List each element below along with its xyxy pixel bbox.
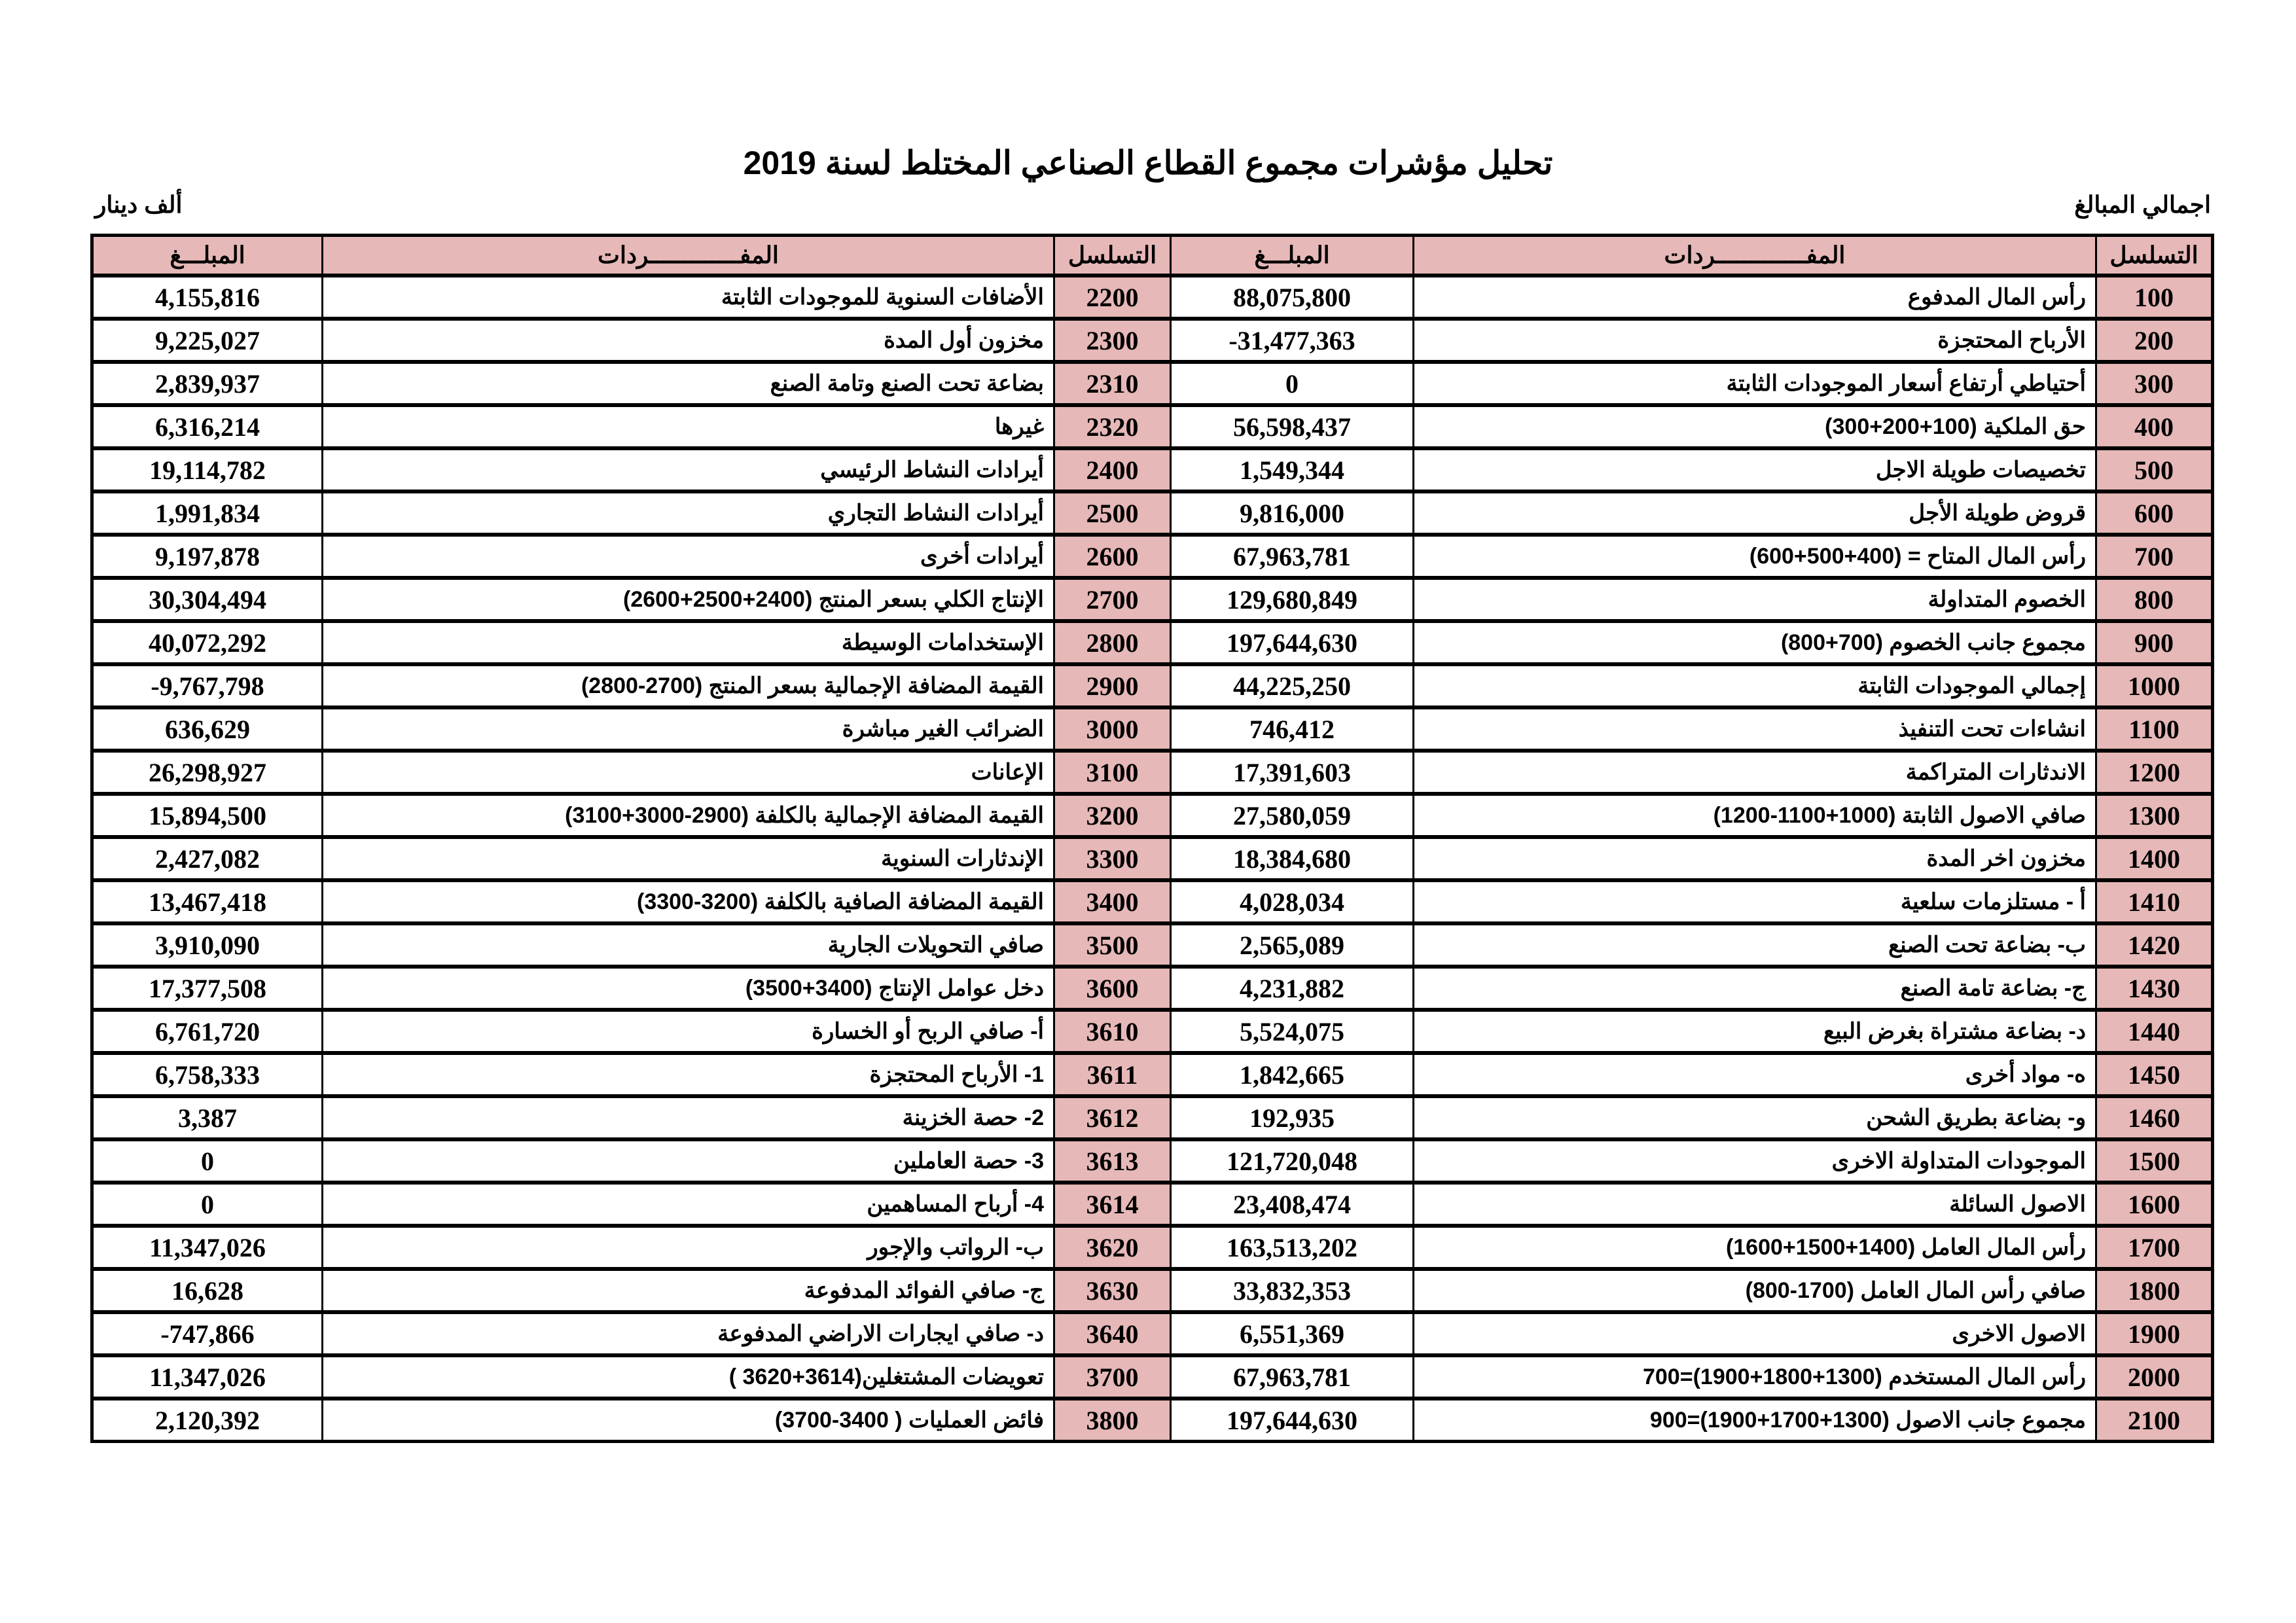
left-item-cell: مخزون أول المدة [323, 319, 1054, 362]
right-item-cell: صافي الاصول الثابتة (1000+1100-1200) [1414, 794, 2096, 837]
unit-label: ألف دينار [95, 191, 183, 218]
header-row [92, 236, 2213, 276]
header-item-right: المفـــــــــــــردات [1414, 236, 2096, 276]
left-seq-cell: 3614 [1054, 1183, 1171, 1226]
table-row [92, 362, 2213, 405]
table-row [92, 794, 2213, 837]
right-item-cell: انشاءات تحت التنفيذ [1414, 707, 2096, 751]
right-seq-cell: 900 [2096, 621, 2213, 664]
left-amount-cell: 17,377,508 [92, 967, 323, 1010]
right-amount-cell: 163,513,202 [1171, 1226, 1414, 1269]
left-seq-cell: 3600 [1054, 967, 1171, 1010]
left-amount-cell: 0 [92, 1183, 323, 1226]
right-seq-cell: 2000 [2096, 1355, 2213, 1399]
left-item-cell: ب- الرواتب والإجور [323, 1226, 1054, 1269]
right-seq-cell: 300 [2096, 362, 2213, 405]
left-seq-cell: 3620 [1054, 1226, 1171, 1269]
page-title: تحليل مؤشرات مجموع القطاع الصناعي المختلط لسنة 2019 [743, 145, 1553, 181]
left-seq-cell: 2200 [1054, 276, 1171, 319]
left-seq-cell: 3610 [1054, 1010, 1171, 1053]
left-item-cell: أيرادات النشاط الرئيسي [323, 448, 1054, 491]
right-amount-cell: 197,644,630 [1171, 1399, 1414, 1442]
right-amount-cell: 23,408,474 [1171, 1183, 1414, 1226]
right-seq-cell: 1460 [2096, 1096, 2213, 1139]
left-item-cell: صافي التحويلات الجارية [323, 923, 1054, 967]
table-row [92, 664, 2213, 707]
right-item-cell: رأس المال العامل (1400+1500+1600) [1414, 1226, 2096, 1269]
right-seq-cell: 1000 [2096, 664, 2213, 707]
left-amount-cell: 11,347,026 [92, 1226, 323, 1269]
left-seq-cell: 2500 [1054, 491, 1171, 535]
right-amount-cell: 746,412 [1171, 707, 1414, 751]
right-item-cell: الأرباح المحتجزة [1414, 319, 2096, 362]
right-seq-cell: 700 [2096, 535, 2213, 578]
right-item-cell: ج- بضاعة تامة الصنع [1414, 967, 2096, 1010]
right-seq-cell: 1500 [2096, 1139, 2213, 1183]
right-item-cell: ب- بضاعة تحت الصنع [1414, 923, 2096, 967]
table-row [92, 535, 2213, 578]
right-amount-cell: 17,391,603 [1171, 751, 1414, 794]
left-seq-cell: 3700 [1054, 1355, 1171, 1399]
right-item-cell: و- بضاعة بطريق الشحن [1414, 1096, 2096, 1139]
left-seq-cell: 2320 [1054, 405, 1171, 448]
left-seq-cell: 2400 [1054, 448, 1171, 491]
right-amount-cell: 88,075,800 [1171, 276, 1414, 319]
right-item-cell: رأس المال المستخدم (1300+1800+1900)=700 [1414, 1355, 2096, 1399]
table-row [92, 707, 2213, 751]
left-amount-cell: 13,467,418 [92, 880, 323, 923]
table-row [92, 578, 2213, 621]
right-item-cell: الاصول الاخرى [1414, 1312, 2096, 1355]
table-row [92, 1010, 2213, 1053]
table-row [92, 1312, 2213, 1355]
left-item-cell: أ- صافي الربح أو الخسارة [323, 1010, 1054, 1053]
right-amount-cell: 9,816,000 [1171, 491, 1414, 535]
right-seq-cell: 1200 [2096, 751, 2213, 794]
right-seq-cell: 400 [2096, 405, 2213, 448]
left-amount-cell: 26,298,927 [92, 751, 323, 794]
right-amount-cell: 129,680,849 [1171, 578, 1414, 621]
left-amount-cell: 1,991,834 [92, 491, 323, 535]
left-amount-cell: -9,767,798 [92, 664, 323, 707]
left-amount-cell: 2,839,937 [92, 362, 323, 405]
right-item-cell: قروض طويلة الأجل [1414, 491, 2096, 535]
table-row [92, 923, 2213, 967]
left-item-cell: ج- صافي الفوائد المدفوعة [323, 1269, 1054, 1312]
left-amount-cell: 0 [92, 1139, 323, 1183]
table-body [92, 276, 2213, 1442]
left-item-cell: الضرائب الغير مباشرة [323, 707, 1054, 751]
right-item-cell: مخزون اخر المدة [1414, 837, 2096, 880]
left-amount-cell: 2,120,392 [92, 1399, 323, 1442]
right-amount-cell: 0 [1171, 362, 1414, 405]
right-item-cell: رأس المال المدفوع [1414, 276, 2096, 319]
right-amount-cell: 2,565,089 [1171, 923, 1414, 967]
left-seq-cell: 2700 [1054, 578, 1171, 621]
left-amount-cell: -747,866 [92, 1312, 323, 1355]
left-amount-cell: 6,758,333 [92, 1053, 323, 1096]
table-row [92, 1226, 2213, 1269]
left-seq-cell: 3800 [1054, 1399, 1171, 1442]
indicators-table [90, 234, 2214, 1443]
right-amount-cell: 67,963,781 [1171, 1355, 1414, 1399]
left-seq-cell: 3100 [1054, 751, 1171, 794]
right-seq-cell: 800 [2096, 578, 2213, 621]
right-item-cell: أ - مستلزمات سلعية [1414, 880, 2096, 923]
left-item-cell: الإندثارات السنوية [323, 837, 1054, 880]
left-item-cell: 2- حصة الخزينة [323, 1096, 1054, 1139]
right-amount-cell: 192,935 [1171, 1096, 1414, 1139]
right-amount-cell: 4,028,034 [1171, 880, 1414, 923]
table-row [92, 1096, 2213, 1139]
right-seq-cell: 1450 [2096, 1053, 2213, 1096]
left-amount-cell: 16,628 [92, 1269, 323, 1312]
left-seq-cell: 2310 [1054, 362, 1171, 405]
right-item-cell: مجموع جانب الخصوم (700+800) [1414, 621, 2096, 664]
right-seq-cell: 600 [2096, 491, 2213, 535]
right-seq-cell: 1100 [2096, 707, 2213, 751]
right-amount-cell: 5,524,075 [1171, 1010, 1414, 1053]
table-row [92, 621, 2213, 664]
left-seq-cell: 2900 [1054, 664, 1171, 707]
right-amount-cell: 56,598,437 [1171, 405, 1414, 448]
right-seq-cell: 100 [2096, 276, 2213, 319]
header-amount-right: المبلـــغ [1171, 236, 1414, 276]
left-seq-cell: 3300 [1054, 837, 1171, 880]
left-amount-cell: 6,761,720 [92, 1010, 323, 1053]
right-item-cell: الاندثارات المتراكمة [1414, 751, 2096, 794]
left-seq-cell: 3613 [1054, 1139, 1171, 1183]
right-seq-cell: 1700 [2096, 1226, 2213, 1269]
right-item-cell: الاصول السائلة [1414, 1183, 2096, 1226]
right-seq-cell: 1410 [2096, 880, 2213, 923]
table-row [92, 1139, 2213, 1183]
right-item-cell: الموجودات المتداولة الاخرى [1414, 1139, 2096, 1183]
right-item-cell: أحتياطي أرتفاع أسعار الموجودات الثابتة [1414, 362, 2096, 405]
left-amount-cell: 40,072,292 [92, 621, 323, 664]
left-amount-cell: 4,155,816 [92, 276, 323, 319]
right-item-cell: رأس المال المتاح = (400+500+600) [1414, 535, 2096, 578]
right-amount-cell: 44,225,250 [1171, 664, 1414, 707]
right-item-cell: حق الملكية (100+200+300) [1414, 405, 2096, 448]
table-row [92, 319, 2213, 362]
left-item-cell: 4- أرباح المساهمين [323, 1183, 1054, 1226]
left-item-cell: فائض العمليات ( 3400-3700) [323, 1399, 1054, 1442]
right-seq-cell: 1600 [2096, 1183, 2213, 1226]
right-item-cell: الخصوم المتداولة [1414, 578, 2096, 621]
right-amount-cell: -31,477,363 [1171, 319, 1414, 362]
left-amount-cell: 15,894,500 [92, 794, 323, 837]
left-seq-cell: 3611 [1054, 1053, 1171, 1096]
right-amount-cell: 27,580,059 [1171, 794, 1414, 837]
left-item-cell: الإعانات [323, 751, 1054, 794]
table-row [92, 1399, 2213, 1442]
left-item-cell: دخل عوامل الإنتاج (3400+3500) [323, 967, 1054, 1010]
left-amount-cell: 19,114,782 [92, 448, 323, 491]
header-amount-left: المبلـــغ [92, 236, 323, 276]
right-amount-cell: 18,384,680 [1171, 837, 1414, 880]
left-item-cell: الأضافات السنوية للموجودات الثابتة [323, 276, 1054, 319]
right-seq-cell: 2100 [2096, 1399, 2213, 1442]
left-item-cell: القيمة المضافة الصافية بالكلفة (3200-3300) [323, 880, 1054, 923]
right-amount-cell: 6,551,369 [1171, 1312, 1414, 1355]
right-seq-cell: 1900 [2096, 1312, 2213, 1355]
left-item-cell: د- صافي ايجارات الاراضي المدفوعة [323, 1312, 1054, 1355]
table-row [92, 491, 2213, 535]
right-seq-cell: 1800 [2096, 1269, 2213, 1312]
right-seq-cell: 1430 [2096, 967, 2213, 1010]
table-row [92, 1269, 2213, 1312]
table-row [92, 448, 2213, 491]
left-item-cell: تعويضات المشتغلين(3614+3620 ) [323, 1355, 1054, 1399]
right-amount-cell: 4,231,882 [1171, 967, 1414, 1010]
right-item-cell: د- بضاعة مشتراة بغرض البيع [1414, 1010, 2096, 1053]
totals-label: اجمالي المبالغ [2074, 191, 2211, 218]
left-item-cell: غيرها [323, 405, 1054, 448]
table-row [92, 276, 2213, 319]
left-item-cell: 1- الأرباح المحتجزة [323, 1053, 1054, 1096]
table-row [92, 405, 2213, 448]
left-amount-cell: 6,316,214 [92, 405, 323, 448]
left-seq-cell: 2600 [1054, 535, 1171, 578]
left-amount-cell: 2,427,082 [92, 837, 323, 880]
right-seq-cell: 500 [2096, 448, 2213, 491]
left-seq-cell: 3500 [1054, 923, 1171, 967]
left-item-cell: أيرادات النشاط التجاري [323, 491, 1054, 535]
left-item-cell: الإستخدامات الوسيطة [323, 621, 1054, 664]
left-seq-cell: 3612 [1054, 1096, 1171, 1139]
left-seq-cell: 3630 [1054, 1269, 1171, 1312]
table-row [92, 1183, 2213, 1226]
table-row [92, 837, 2213, 880]
left-seq-cell: 2300 [1054, 319, 1171, 362]
left-seq-cell: 2800 [1054, 621, 1171, 664]
left-item-cell: بضاعة تحت الصنع وتامة الصنع [323, 362, 1054, 405]
right-seq-cell: 200 [2096, 319, 2213, 362]
left-seq-cell: 3200 [1054, 794, 1171, 837]
table-row [92, 967, 2213, 1010]
left-amount-cell: 11,347,026 [92, 1355, 323, 1399]
right-item-cell: إجمالي الموجودات الثابتة [1414, 664, 2096, 707]
right-amount-cell: 197,644,630 [1171, 621, 1414, 664]
left-item-cell: القيمة المضافة الإجمالية بالكلفة (2900-3000+3100) [323, 794, 1054, 837]
left-item-cell: القيمة المضافة الإجمالية بسعر المنتج (2700-2800) [323, 664, 1054, 707]
header-seq-left: التسلسل [1054, 236, 1171, 276]
left-amount-cell: 9,197,878 [92, 535, 323, 578]
table-row [92, 1355, 2213, 1399]
right-item-cell: صافي رأس المال العامل (1700-800) [1414, 1269, 2096, 1312]
right-amount-cell: 67,963,781 [1171, 535, 1414, 578]
right-seq-cell: 1420 [2096, 923, 2213, 967]
left-item-cell: أيرادات أخرى [323, 535, 1054, 578]
left-amount-cell: 30,304,494 [92, 578, 323, 621]
left-seq-cell: 3640 [1054, 1312, 1171, 1355]
left-item-cell: الإنتاج الكلي بسعر المنتج (2400+2500+2600) [323, 578, 1054, 621]
left-item-cell: 3- حصة العاملين [323, 1139, 1054, 1183]
left-seq-cell: 3000 [1054, 707, 1171, 751]
right-seq-cell: 1300 [2096, 794, 2213, 837]
right-item-cell: تخصيصات طويلة الاجل [1414, 448, 2096, 491]
right-amount-cell: 33,832,353 [1171, 1269, 1414, 1312]
table-row [92, 1053, 2213, 1096]
table-row [92, 751, 2213, 794]
right-item-cell: ه- مواد أخرى [1414, 1053, 2096, 1096]
right-seq-cell: 1400 [2096, 837, 2213, 880]
table-row [92, 880, 2213, 923]
left-amount-cell: 636,629 [92, 707, 323, 751]
right-amount-cell: 121,720,048 [1171, 1139, 1414, 1183]
left-amount-cell: 9,225,027 [92, 319, 323, 362]
right-amount-cell: 1,842,665 [1171, 1053, 1414, 1096]
header-seq-right: التسلسل [2096, 236, 2213, 276]
left-seq-cell: 3400 [1054, 880, 1171, 923]
left-amount-cell: 3,910,090 [92, 923, 323, 967]
header-item-left: المفـــــــــــــردات [323, 236, 1054, 276]
left-amount-cell: 3,387 [92, 1096, 323, 1139]
right-seq-cell: 1440 [2096, 1010, 2213, 1053]
right-amount-cell: 1,549,344 [1171, 448, 1414, 491]
right-item-cell: مجموع جانب الاصول (1300+1700+1900)=900 [1414, 1399, 2096, 1442]
